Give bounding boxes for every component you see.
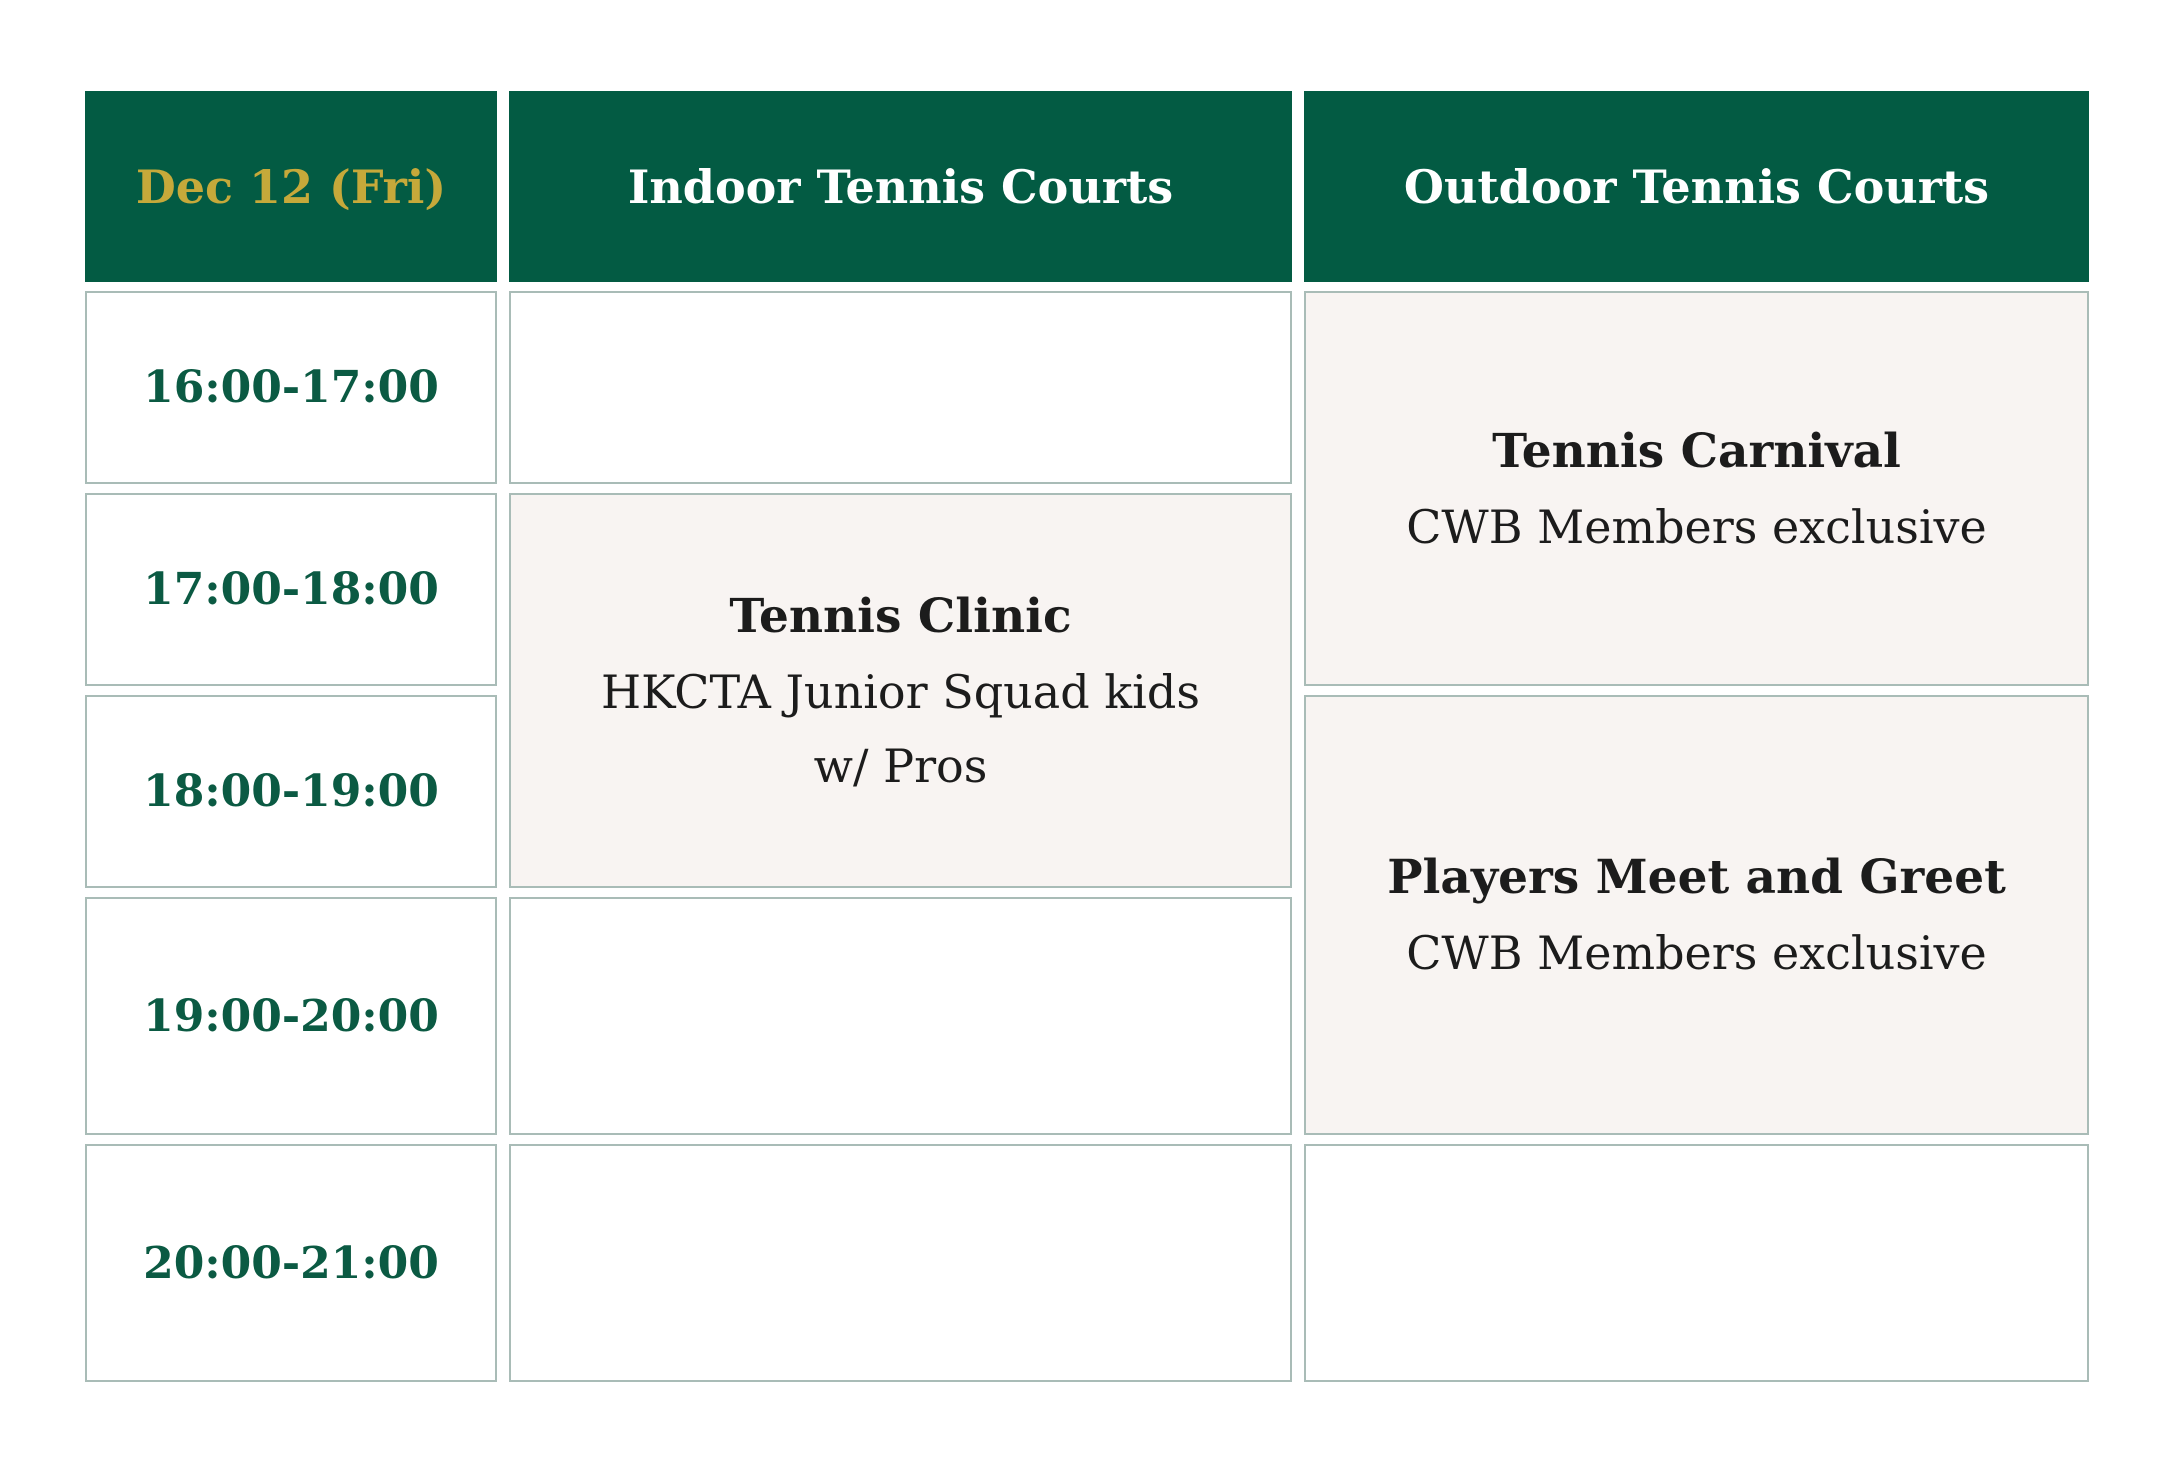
event-tennis-clinic [509, 493, 1292, 888]
header-date [85, 91, 497, 282]
time-label: 19:00-20:00 [143, 990, 439, 1042]
indoor-courts-label: Indoor Tennis Courts [627, 159, 1174, 214]
event-players-meet-and-greet [1304, 695, 2089, 1135]
event-title: Tennis Clinic [729, 588, 1072, 644]
outdoor-courts-label: Outdoor Tennis Courts [1403, 159, 1990, 214]
time-label: 20:00-21:00 [143, 1237, 439, 1289]
schedule-table [85, 91, 2089, 1373]
event-title: Tennis Carnival [1492, 423, 1901, 479]
outdoor-empty-slot [1304, 1144, 2089, 1382]
time-slot [85, 493, 497, 686]
event-subtitle: CWB Members exclusive [1406, 926, 1987, 980]
event-subtitle: CWB Members exclusive [1406, 499, 1987, 554]
header-outdoor-courts [1304, 91, 2089, 282]
indoor-empty-slot [509, 1144, 1292, 1382]
time-slot [85, 1144, 497, 1382]
time-slot [85, 291, 497, 484]
event-title: Players Meet and Greet [1387, 850, 2006, 905]
time-label: 18:00-19:00 [143, 766, 439, 817]
indoor-empty-slot [509, 291, 1292, 484]
time-slot [85, 695, 497, 888]
indoor-empty-slot [509, 897, 1292, 1135]
header-indoor-courts [509, 91, 1292, 282]
time-label: 16:00-17:00 [143, 362, 439, 413]
date-label: Dec 12 (Fri) [135, 159, 447, 214]
time-slot [85, 897, 497, 1135]
time-label: 17:00-18:00 [143, 564, 439, 615]
event-subtitle: HKCTA Junior Squad kids w/ Pros [601, 664, 1200, 793]
event-tennis-carnival [1304, 291, 2089, 686]
